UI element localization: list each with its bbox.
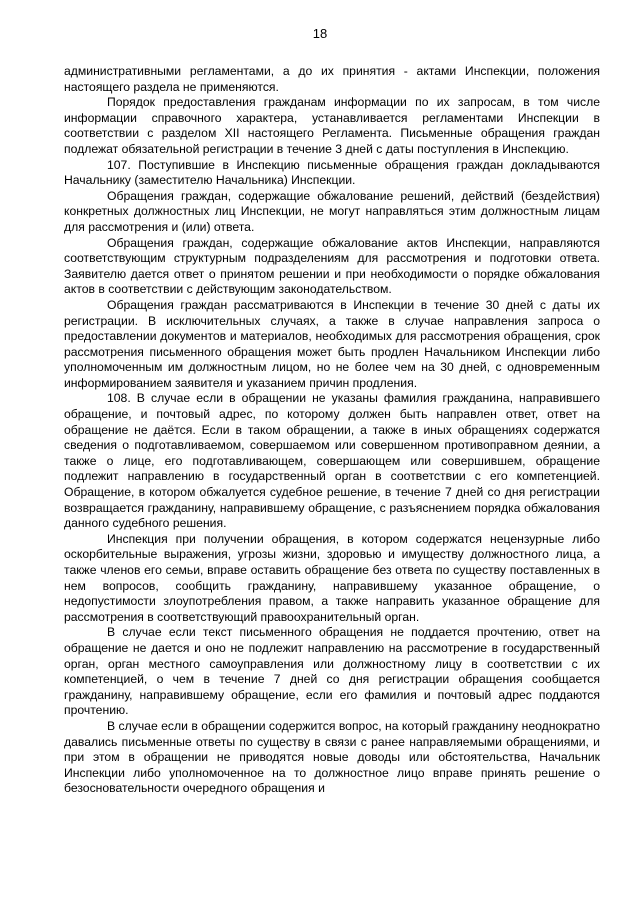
paragraph: Порядок предоставления гражданам информации по их запросам, в том числе информации справочного характера, устанавливается регламентами Инспекции в соответствии с разделом XII настоящего Регламента. Письменные обращения граждан подлежат обязательной регистрации в течение 3 дней с даты поступления в Инспекцию.	[64, 95, 600, 156]
paragraph: Инспекция при получении обращения, в котором содержатся нецензурные либо оскорбительные выражения, угрозы жизни, здоровью и имуществу должностного лица, а также членов его семьи, вправе оставить обращение без ответа по существу поставленных в нем вопросов, сообщить гражданину, направившему указанное обращение, о недопустимости злоупотребления правом, а также направить указанное обращение для рассмотрения в соответствующий правоохранительный орган.	[64, 531, 600, 624]
paragraph: административными регламентами, а до их принятия - актами Инспекции, положения настоящего раздела не применяются.	[64, 64, 600, 94]
paragraph: Обращения граждан рассматриваются в Инспекции в течение 30 дней с даты их регистрации. В исключительных случаях, а также в случае направления запроса о предоставлении документов и материалов, необходимых для рассмотрения обращения, срок рассмотрения письменного обращения может быть продлен Начальником Инспекции либо уполномоченным им должностным лицом, но не более чем на 30 дней, с одновременным информированием заявителя и указанием причин продления.	[64, 297, 600, 390]
body-text	[64, 64, 600, 797]
paragraph: В случае если текст письменного обращения не поддается прочтению, ответ на обращение не дается и оно не подлежит направлению на рассмотрение в государственный орган, орган местного самоуправления или должностному лицу в соответствии с их компетенцией, о чем в течение 7 дней со дня регистрации обращения сообщается гражданину, направившему обращение, если его фамилия и почтовый адрес поддаются прочтению.	[64, 625, 600, 718]
paragraph: Обращения граждан, содержащие обжалование актов Инспекции, направляются соответствующим структурным подразделениям для рассмотрения и подготовки ответа. Заявителю дается ответ о принятом решении и при необходимости о порядке обжалования актов в соответствии с действующим законодательством.	[64, 235, 600, 297]
paragraph: В случае если в обращении содержится вопрос, на который гражданину неоднократно давались письменные ответы по существу в связи с ранее направляемыми обращениями, и при этом в обращении не приводятся новые доводы или обстоятельства, Начальник Инспекции либо уполномоченное на то должностное лицо вправе принять решение о безосновательности очередного обращения и	[64, 718, 600, 796]
paragraph-item-108: 108. В случае если в обращении не указаны фамилия гражданина, направившего обращение, и почтовый адрес, по которому должен быть направлен ответ, ответ на обращение не даётся. Если в таком обращении, а также в иных обращениях содержатся сведения о подготавливаемом, совершаемом или совершенном противоправном деянии, а также о лице, его подготавливающем, совершающем или совершившем, обращение подлежит направлению в государственный орган в соответствии с его компетенцией. Обращение, в котором обжалуется судебное решение, в течение 7 дней со дня регистрации возвращается гражданину, направившему обращение, с разъяснением порядка обжалования данного судебного решения.	[64, 391, 600, 531]
paragraph-item-107: 107. Поступившие в Инспекцию письменные обращения граждан докладываются Начальнику (заместителю Начальника) Инспекции.	[64, 157, 600, 188]
paragraph: Обращения граждан, содержащие обжалование решений, действий (бездействия) конкретных должностных лиц Инспекции, не могут направляться этим должностным лицам для рассмотрения и (или) ответа.	[64, 188, 600, 234]
page-number: 18	[312, 26, 328, 41]
